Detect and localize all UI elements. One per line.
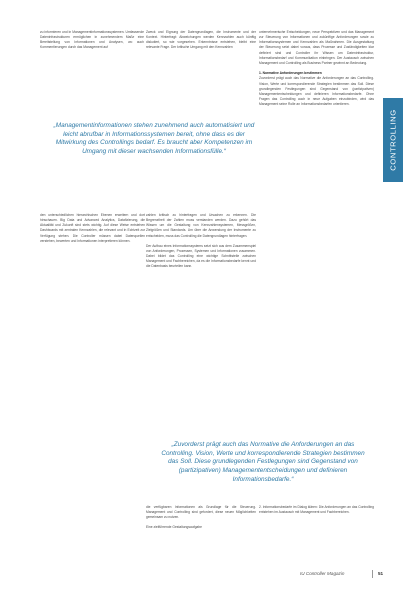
paragraph: zu informieren und in Managementinformationssystemen. Umfassende Dateninfrastrukturen ermöglichen in zunehmendem Maße eine Bereitstellung von Informationen und Analysen, wo auch Kommentierungen durch das Management auf: [40, 30, 144, 50]
paragraph: unternehmerische Entscheidungen, neue Perspektiven und das Management zur Steuerung von Informationen und zukünftige Anforderungen sowie zu Informationssystemen und Kennzahlen als Maßnahmen. Die Ausgestaltung der Steuerung setzt dabei voraus, dass Prozesse und Zuständigkeiten klar definiert sind und Controller ihr Wissen um Dateninfrastruktur, Informationsbedarf und Kommunikation einbringen. Der Austausch zwischen Management und Controlling als Business Partner gewinnt an Bedeutung.: [259, 30, 374, 65]
pull-quote-1: „Managementinformationen stehen zunehmend auch automatisiert und leicht abrufbar in Informationssystemen bereit, ohne dass es der Mitwirkung des Controllings bedarf. Es braucht aber Kompetenzen im Umgang mit dieser wachsenden Informationsfülle.“: [53, 122, 255, 156]
page-footer: [300, 571, 410, 576]
footer-source: IU Controller Magazin: [300, 571, 345, 576]
paragraph: den unterschiedlichen hierarchischen Ebenen erweitern und dort hinschauen. Big Data und Advanced Analytics, Datafizierung, die Aktualität und Zukunft sind stets wichtig. Auf diese Weise entstehen Dashboards mit zentralen Kennzahlen, die relevant und in Echtzeit zur Verfügung stehen. Die Controller müssen dabei Datenquellen verstehen, bewerten und Informationen interpretieren können.: [40, 213, 145, 243]
side-tab-label: CONTROLLING: [388, 109, 398, 171]
text-column-right: [259, 30, 374, 112]
text-column-right-bottom: [259, 505, 374, 520]
paragraph: 2. Informationsbedarfe im Dialog klären: Die Anforderungen an das Controlling entstehen im Austausch mit Management und Fachbereichen.: [259, 505, 374, 515]
page-number: 51: [378, 571, 384, 576]
paragraph: zahlen kritisch zu hinterfragen und Ursachen zu erkennen. Die Begrenztheit der Zahlen muss verstanden werden. Dazu gehört das Wissen um die Gestaltung von Kennzahlensystemen, Messgrößen, Zielgrößen und Standards. Um über die Anwendung der Instrumente zu entscheiden, muss das Controlling die Datengrundlagen hinterfragen.: [146, 213, 256, 238]
footer-divider: [372, 570, 373, 578]
paragraph: Zuvorderst prägt auch das Normative die Anforderungen an das Controlling. Vision, Werte und korrespondierende Strategien bestimmen das Soll. Diese grundlegenden Festlegungen sind Gegenstand von (partizipativen) Managemententscheidungen und definieren Informationsbedarfe. Ohne Fragen das Controlling auch in neue Aufgaben einzubinden, wird das Management seine Rolle an Informationsbedarfen orientieren.: [259, 76, 374, 107]
paragraph: die verfügbaren Informationen als Grundlage für die Steuerung. Management und Controlling sind gefordert, diese neuen Möglichkeiten gemeinsam zu nutzen.: [146, 505, 256, 520]
text-column-left: [40, 213, 145, 249]
section-heading: 1. Normative Anforderungen bestimmen: [259, 71, 322, 76]
text-column-middle-top: [146, 30, 256, 56]
paragraph: Zweck und Eignung der Datengrundlagen, die Instrumente und der Kontext. Hinterfragt: Abweichungen werden Kennzahlen auch künftig diskutiert, so wie vorgesehen. Erkenntnisse entstehen, bleibt eine relevante Frage. Der kritische Umgang mit den Kennzahlen: [146, 30, 256, 50]
text-column-middle-bottom: [146, 505, 256, 536]
text-column-middle: [146, 213, 256, 275]
paragraph: Der Aufbau eines Informationssystems setzt sich aus dem Zusammenspiel von Anforderungen, Prozessen, Systemen und Informationen zusammen. Dabei bildet das Controlling eine wichtige Schnittstelle zwischen Management und Fachbereichen, da es die Informationsbedarfe kennt und die Datenbasis beurteilen kann.: [146, 243, 256, 269]
section-side-tab: [383, 98, 403, 182]
text-column-left-top: [40, 30, 144, 56]
pull-quote-2: „Zuvorderst prägt auch das Normative die Anforderungen an das Controlling. Vision, Werte und korrespondierende Strategien bestimmen das Soll. Diese grundlegenden Festlegungen sind Gegenstand von (partizipativen) Managemententscheidungen und definieren Informationsbedarfe.“: [161, 441, 365, 483]
section-heading: Eine zielführende Gestaltungsaufgabe: [146, 525, 202, 530]
